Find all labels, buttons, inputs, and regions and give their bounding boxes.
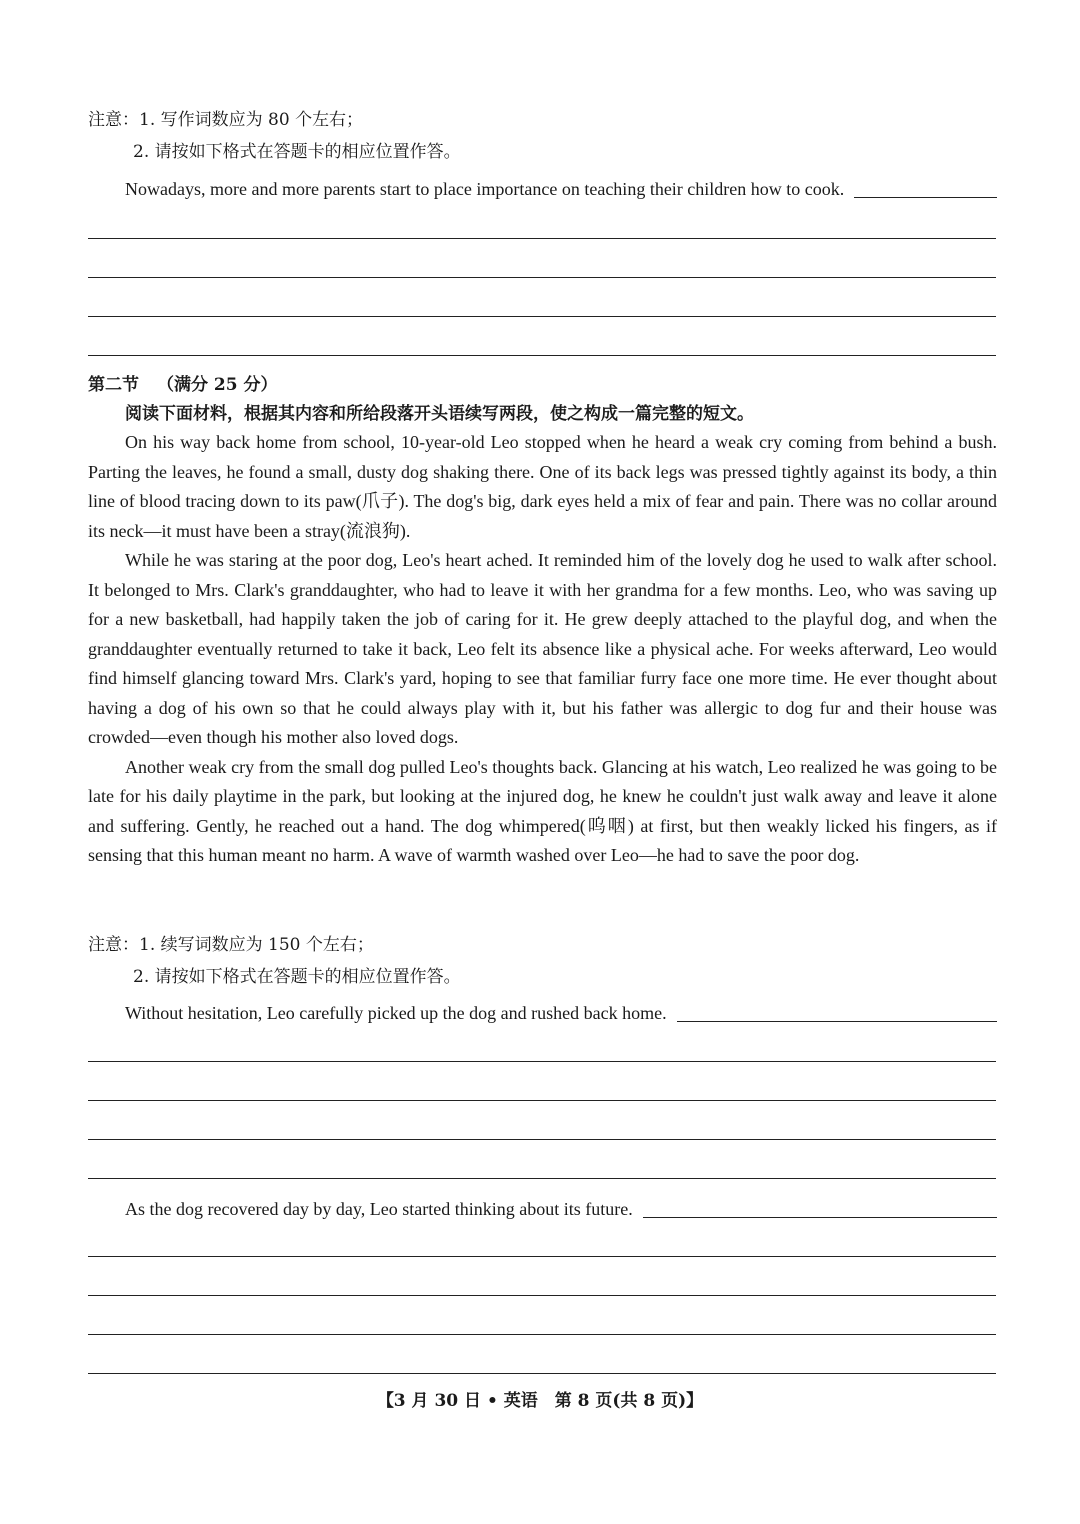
continuation-note-format: 2. 请按如下格式在答题卡的相应位置作答。 bbox=[133, 967, 461, 987]
continuation-prompt-2-blank[interactable] bbox=[643, 1216, 997, 1218]
answer-line[interactable] bbox=[88, 1373, 996, 1374]
writing-prompt bbox=[125, 176, 997, 200]
writing-note-word-count: 注意：1. 写作词数应为 80 个左右； bbox=[88, 110, 364, 130]
section-title-label: 第二节 bbox=[88, 375, 139, 395]
answer-line[interactable] bbox=[88, 1061, 996, 1062]
answer-line[interactable] bbox=[88, 1100, 996, 1101]
writing-prompt-text: Nowadays, more and more parents start to place importance on teaching their children how to cook. bbox=[125, 179, 845, 199]
answer-line[interactable] bbox=[88, 316, 996, 317]
section-score: （满分 25 分） bbox=[157, 375, 278, 395]
passage-paragraph: On his way back home from school, 10-year-old Leo stopped when he heard a weak cry coming from behind a bush. Parting the leaves, he found a small, dusty dog shaking there. One of its back legs was pressed tightly against its body, a thin line of blood tracing down to its paw(爪子). The dog's big, dark eyes held a mix of fear and pain. There was no collar around its neck—it must have been a stray(流浪狗). bbox=[88, 432, 997, 541]
answer-line[interactable] bbox=[88, 1334, 996, 1335]
passage-paragraph: Another weak cry from the small dog pulled Leo's thoughts back. Glancing at his watch, Leo realized he was going to be late for his daily playtime in the park, but looking at the injured dog, he knew he couldn't just walk away and leave it alone and suffering. Gently, he reached out a hand. The dog whimpered(呜咽) at first, but then weakly licked his fingers, as if sensing that this human meant no harm. A wave of warmth washed over Leo—he had to save the poor dog. bbox=[88, 756, 997, 865]
answer-line[interactable] bbox=[88, 1295, 996, 1296]
page-footer: 【3 月 30 日 • 英语 第 8 页(共 8 页)】 bbox=[376, 1391, 704, 1411]
continuation-prompt-1 bbox=[125, 1000, 997, 1024]
reading-passage bbox=[88, 428, 997, 871]
answer-line[interactable] bbox=[88, 1178, 996, 1179]
continuation-prompt-2 bbox=[125, 1196, 997, 1220]
continuation-prompt-2-text: As the dog recovered day by day, Leo started thinking about its future. bbox=[125, 1199, 633, 1219]
answer-line[interactable] bbox=[88, 1256, 996, 1257]
continuation-note-word-count: 注意：1. 续写词数应为 150 个左右； bbox=[88, 935, 374, 955]
passage-paragraph: While he was staring at the poor dog, Leo's heart ached. It reminded him of the lovely dog he used to walk after school. It belonged to Mrs. Clark's granddaughter, who had to leave it with her grandma for a few months. Leo, who was saving up for a new basketball, had happily taken the job of caring for it. He grew deeply attached to the playful dog, and when the granddaughter eventually returned to take it back, Leo felt its absence like a physical ache. For weeks afterward, Leo would find himself glancing toward Mrs. Clark's yard, hoping to see that familiar furry face one more time. He ever thought about having a dog of his own so that he could always play with it, but his father was allergic to dog fur and their house was crowded—even though his mother also loved dogs. bbox=[88, 550, 997, 747]
answer-line[interactable] bbox=[88, 238, 996, 239]
writing-prompt-blank[interactable] bbox=[854, 196, 997, 198]
answer-line[interactable] bbox=[88, 1139, 996, 1140]
answer-line[interactable] bbox=[88, 277, 996, 278]
section-title bbox=[88, 374, 278, 396]
writing-note-format: 2. 请按如下格式在答题卡的相应位置作答。 bbox=[133, 142, 461, 162]
answer-line[interactable] bbox=[88, 355, 996, 356]
continuation-prompt-1-blank[interactable] bbox=[677, 1020, 997, 1022]
section-instruction: 阅读下面材料，根据其内容和所给段落开头语续写两段，使之构成一篇完整的短文。 bbox=[125, 404, 754, 424]
continuation-prompt-1-text: Without hesitation, Leo carefully picked up the dog and rushed back home. bbox=[125, 1003, 667, 1023]
